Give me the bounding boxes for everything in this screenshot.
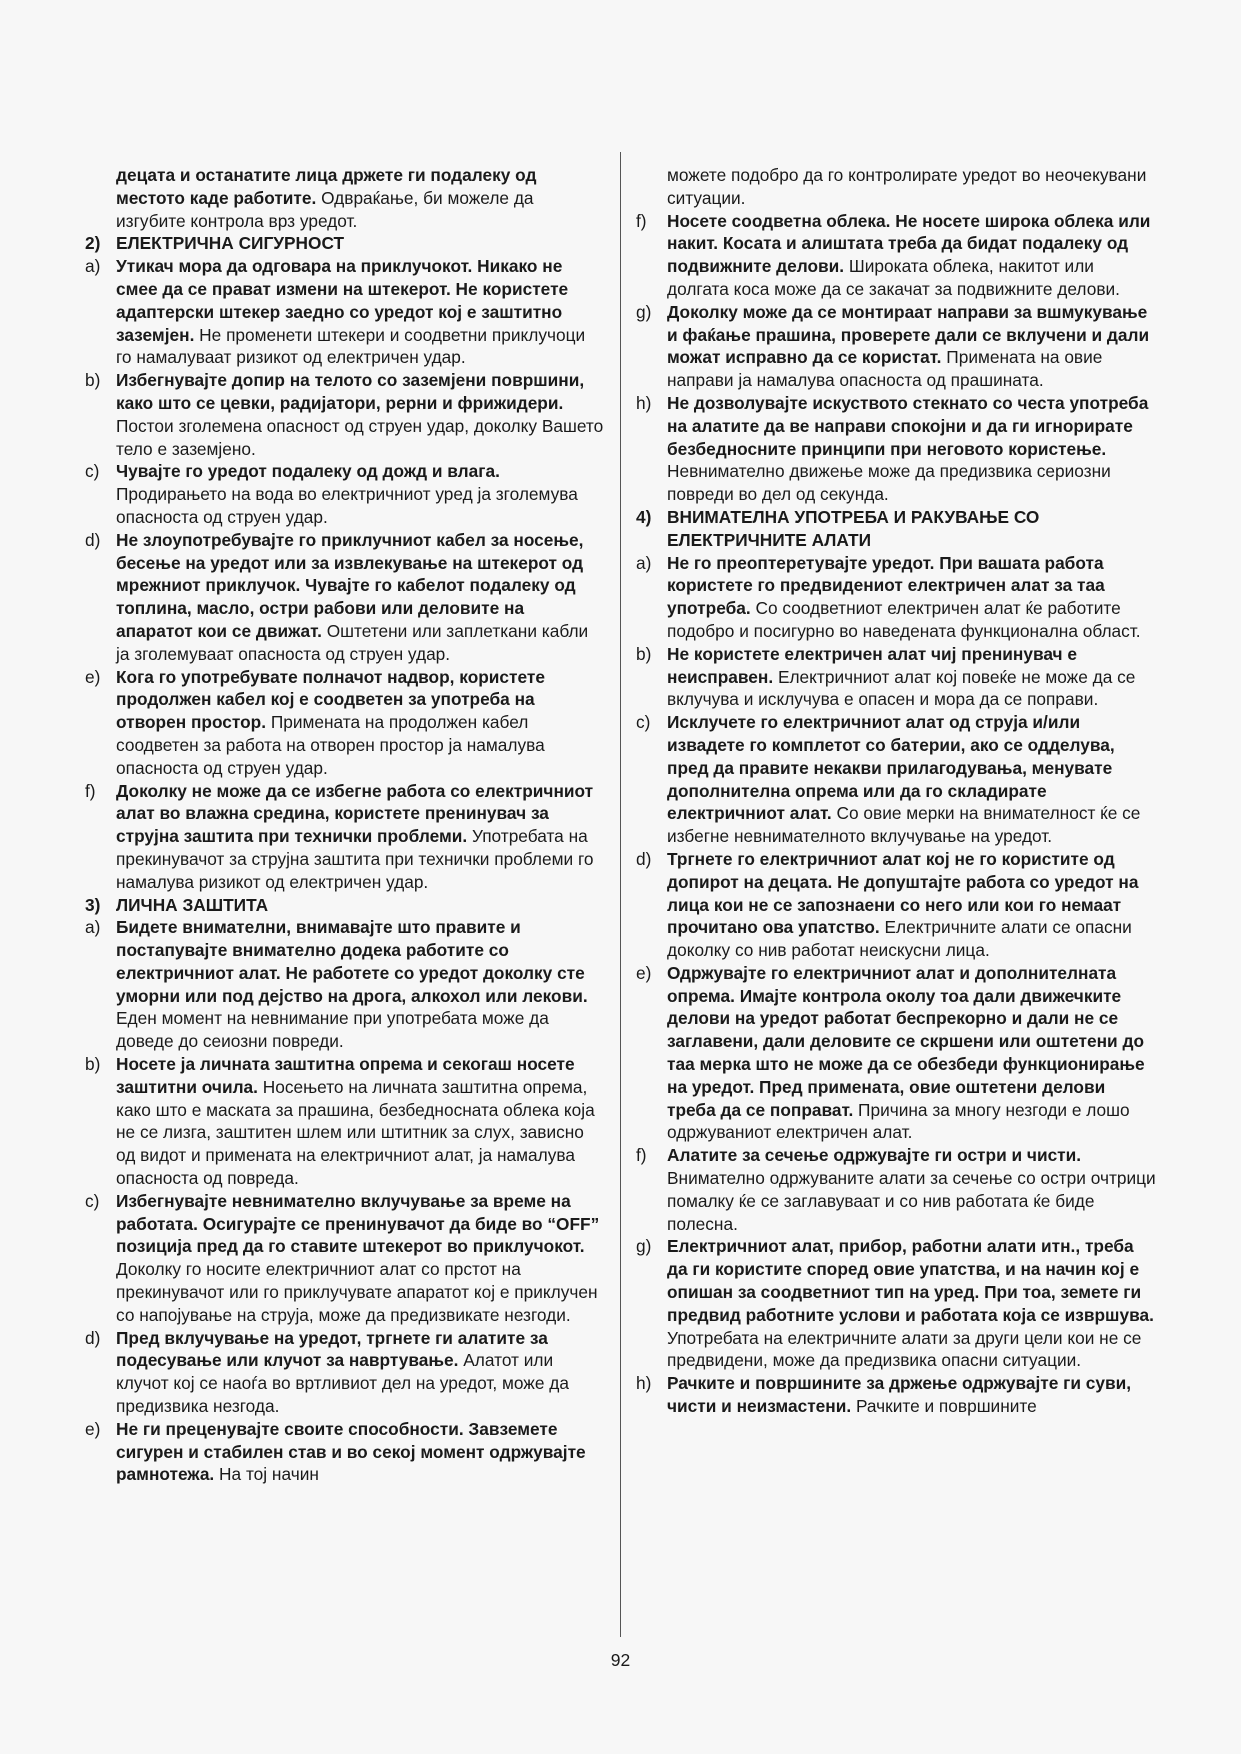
item-text: Примената на продолжен кабел соодветен за работа на отворен простор ја намалува опасноста од струен удар. — [116, 712, 545, 778]
item-bold-text: Чувајте го уредот подалеку од дожд и влага. — [116, 461, 500, 482]
item-marker: g) — [636, 301, 652, 322]
section-heading-tool-use: 4) ВНИМАТЕЛНА УПОТРЕБА И РАКУВАЊЕ СО ЕЛЕКТРИЧНИТЕ АЛАТИ — [636, 506, 1040, 550]
list-item — [636, 711, 1158, 848]
list-item — [85, 255, 605, 369]
list-item — [636, 643, 1158, 711]
item-marker: g) — [636, 1236, 652, 1257]
item-bold-text: Не ги преценувајте своите способности. Завземете сигурен и стабилен став и во секој момент одржувајте рамнотежа. — [116, 1418, 586, 1485]
list-item — [85, 529, 605, 666]
item-bold-text: Носете соодветна облека. Не носете широка облека или накит. Косата и алиштата треба да бидат подалеку од подвижните делови. — [667, 210, 1151, 277]
item-bold-text: Избегнувајте допир на телото со заземјени површини, како што се цевки, радијатори, рерни и фрижидери. — [116, 370, 585, 413]
item-text: Примената на овие направи ја намалува опасноста од прашината. — [667, 347, 1103, 391]
left-column — [85, 164, 605, 1486]
item-marker: c) — [85, 1190, 100, 1211]
list-item — [636, 210, 1158, 301]
item-text: Со овие мерки на внимателност ќе се избегне невнимателното вклучување на уредот. — [667, 803, 1141, 847]
item-text: Доколку го носите електричниот алат со прстот на прекинувачот или го приклучувате апаратот кој е приклучен со напојување на струја, може да предизвикате незгоди. — [116, 1259, 598, 1325]
item-bold-text: Избегнувајте невнимателно вклучување за време на работата. Осигурајте се пренинувачот да биде во “OFF” позиција пред да го ставите штекерот во приклучокот. — [116, 1190, 600, 1257]
list-item — [85, 780, 605, 894]
section-heading-electrical-safety: 2) ЕЛЕКТРИЧНА СИГУРНОСТ — [85, 233, 345, 254]
item-text: Широката облека, накитот или долгата коса може да се закачат за подвижните делови. — [667, 256, 1120, 299]
item-marker: b) — [636, 643, 652, 664]
item-marker: f) — [85, 780, 96, 801]
item-text: Оштетени или заплеткани кабли ја зголемуваат опасноста од струен удар. — [116, 620, 589, 664]
item-bold-text: Не го преоптеретувајте уредот. При вашата работа користете го предвидениот електричен алат за таа употреба. — [667, 552, 1105, 619]
list-item — [85, 460, 605, 528]
item-marker: b) — [85, 1054, 101, 1075]
item-text: Електричниот алат кој повеќе не може да се вклучува и исклучува е опасен и мора да се поправи. — [667, 666, 1136, 710]
item-bold-text: Електричниот алат, прибор, работни алати итн., треба да ги користите според овие упатства, и на начин кој е опишан за соодветниот тип на уред. При тоа, земете ги предвид работните услови и работата која се извршува. — [667, 1236, 1154, 1325]
item-text: Со соодветниот електричен алат ќе работите подобро и посигурно во наведената функционална област. — [667, 598, 1141, 641]
list-item — [636, 848, 1158, 962]
list-item — [636, 1144, 1158, 1235]
section-personal-safety-continued — [636, 210, 1158, 506]
item-text: Употребата на прекинувачот за струјна заштита при технички проблеми го намалува ризикот од електричен удар. — [116, 826, 594, 892]
item-bold-text: Тргнете го електричниот алат кој не го користите од допирот на децата. Не допуштајте работа со уредот на лица кои не се запознаени со него или кои го немаат прочитано ова упатство. — [667, 848, 1139, 938]
section-tool-use — [636, 552, 1158, 1418]
continued-paragraph: можете подобро да го контролирате уредот во неочекувани ситуации. — [667, 165, 1147, 208]
item-marker: a) — [85, 917, 101, 938]
list-item — [85, 1053, 605, 1190]
item-bold-text: Рачките и површините за држење одржувајте ги суви, чисти и неизмастени. — [667, 1373, 1132, 1417]
item-bold-text: Не злоупотребувајте го приклучниот кабел за носење, бесење на уредот или за извлекување на штекерот од мрежниот приклучок. Чувајте го кабелот подалеку од топлина, масло, остри рабови или деловите на апаратот кои се движат. — [116, 529, 584, 641]
list-item — [85, 1418, 605, 1486]
list-item — [85, 666, 605, 780]
list-item — [636, 1235, 1158, 1372]
item-bold-text: Носете ја личната заштитна опрема и секогаш носете заштитни очила. — [116, 1054, 575, 1097]
item-bold-text: Кога го употребувате полначот надвор, користете продолжен кабел кој е соодветен за употреба на отворен простор. — [116, 666, 545, 733]
list-item — [636, 962, 1158, 1144]
list-item — [85, 369, 605, 460]
item-marker: a) — [85, 256, 101, 277]
section-personal-safety — [85, 916, 605, 1486]
list-item — [636, 552, 1158, 643]
item-marker: e) — [85, 1418, 101, 1439]
item-text: Не променети штекери и соодветни приклучоци го намалуваат ризикот од електричен удар. — [116, 324, 586, 368]
item-marker: c) — [85, 461, 100, 482]
item-bold-text: Алатите за сечење одржувајте ги остри и чисти. — [667, 1145, 1082, 1166]
list-item — [636, 301, 1158, 392]
item-bold-text: Одржувајте го електричниот алат и дополнителната опрема. Имајте контрола околу тоа дали движечките делови на уредот работат беспрекорно и дали не се заглавени, дали деловите се скршени или оштетени до таа мерка што не може да се обезбеди функционирање на уредот. Пред примената, овие оштетени делови треба да се поправат. — [667, 962, 1145, 1120]
section-heading-personal-safety: 3) ЛИЧНА ЗАШТИТА — [85, 894, 269, 915]
list-item — [636, 1372, 1158, 1418]
item-text: Еден момент на невнимание при употребата може да доведе до сеиозни повреди. — [116, 1008, 549, 1052]
section-electrical-safety — [85, 255, 605, 893]
item-text: На тој начин — [214, 1464, 319, 1485]
item-marker: h) — [636, 392, 652, 413]
item-text: Причина за многу незгоди е лошо одржуваниот електричен алат. — [667, 1099, 1130, 1143]
item-text: Продирањето на вода во електричниот уред ја зголемува опасноста од струен удар. — [116, 484, 578, 527]
item-marker: f) — [636, 210, 647, 231]
item-marker: a) — [636, 552, 652, 573]
item-bold-text: Утикач мора да одговара на приклучокот. Никако не смее да се прават измени на штекерот. Не користете адаптерски штекер заедно со уредот кој е заштитно заземјен. — [116, 256, 569, 345]
item-marker: f) — [636, 1145, 647, 1166]
item-marker: d) — [85, 529, 101, 550]
item-text: Невнимателно движење може да предизвика сериозни повреди во дел од секунда. — [667, 461, 1111, 505]
item-marker: h) — [636, 1373, 652, 1394]
item-text: Постои зголемена опасност од струен удар, доколку Вашето тело е заземјено. — [116, 415, 604, 459]
item-text: Носењето на личната заштитна опрема, како што е маската за прашина, безбедносната облека која не се лизга, заштитен шлем или штитник за слух, зависно од видот и примената на електричниот алат, ја намалува опасноста од повреда. — [116, 1076, 595, 1189]
item-text: Алатот или клучот кој се наоѓа во вртливиот дел на уредот, може да предизвика незгода. — [116, 1350, 569, 1417]
item-bold-text: Не дозволувајте искуството стекнато со честа употреба на алатите да ве направи спокојни и да ги игнорирате безбедносните принципи при неговото користење. — [667, 392, 1149, 459]
item-bold-text: Доколку може да се монтираат направи за вшмукување и фаќање прашина, проверете дали се вклучени и дали можат исправно да се користат. — [667, 301, 1150, 368]
item-text: Употребата на електричните алати за други цели кои не се предвидени, може да предизвика опасни ситуации. — [667, 1327, 1142, 1371]
item-bold-text: Доколку не може да се избегне работа со електричниот алат во влажна средина, користете пренинувач за струјна заштита при технички проблеми. — [116, 780, 594, 847]
item-text: Внимателно одржуваните алати за сечење со остри очтрици помалку ќе се заглавуваат и со нив работата ќе биде полесна. — [667, 1168, 1156, 1234]
column-divider — [620, 152, 621, 1637]
item-text: Електричните алати се опасни доколку со нив работат неискусни лица. — [667, 917, 1132, 961]
item-marker: e) — [85, 666, 101, 687]
page-number: 92 — [610, 1650, 631, 1670]
item-text: Рачките и површините — [851, 1396, 1037, 1417]
item-marker: c) — [636, 712, 651, 733]
item-bold-text: Исклучете го електричниот алат од струја и/или извадете го комплетот со батерии, ако се одделува, пред да правите некакви прилагодувања, менувате дополнителна опрема или да го складирате електричниот алат. — [667, 712, 1115, 824]
item-bold-text: Пред вклучување на уредот, тргнете ги алатите за подесување или клучот за навртување. — [116, 1327, 548, 1371]
list-item — [85, 1190, 605, 1327]
item-marker: d) — [636, 848, 652, 869]
list-item — [636, 392, 1158, 506]
list-item — [85, 1327, 605, 1418]
intro-paragraph — [85, 164, 605, 232]
item-bold-text: Бидете внимателни, внимавајте што правите и постапувајте внимателно додека работите со електричниот алат. Не работете со уредот доколку сте уморни или под дејство на дрога, алкохол или лекови. — [116, 917, 588, 1006]
right-column — [636, 164, 1158, 1418]
item-marker: d) — [85, 1327, 101, 1348]
intro-text: Одвраќање, би можеле да изгубите контрола врз уредот. — [116, 187, 534, 231]
item-marker: e) — [636, 962, 652, 983]
item-marker: b) — [85, 370, 101, 391]
intro-bold: децата и останатите лица држете ги подалеку од местото каде работите. — [116, 165, 537, 208]
item-bold-text: Не користете електричен алат чиј пренинувач е неисправен. — [667, 643, 1077, 687]
list-item — [85, 916, 605, 1053]
